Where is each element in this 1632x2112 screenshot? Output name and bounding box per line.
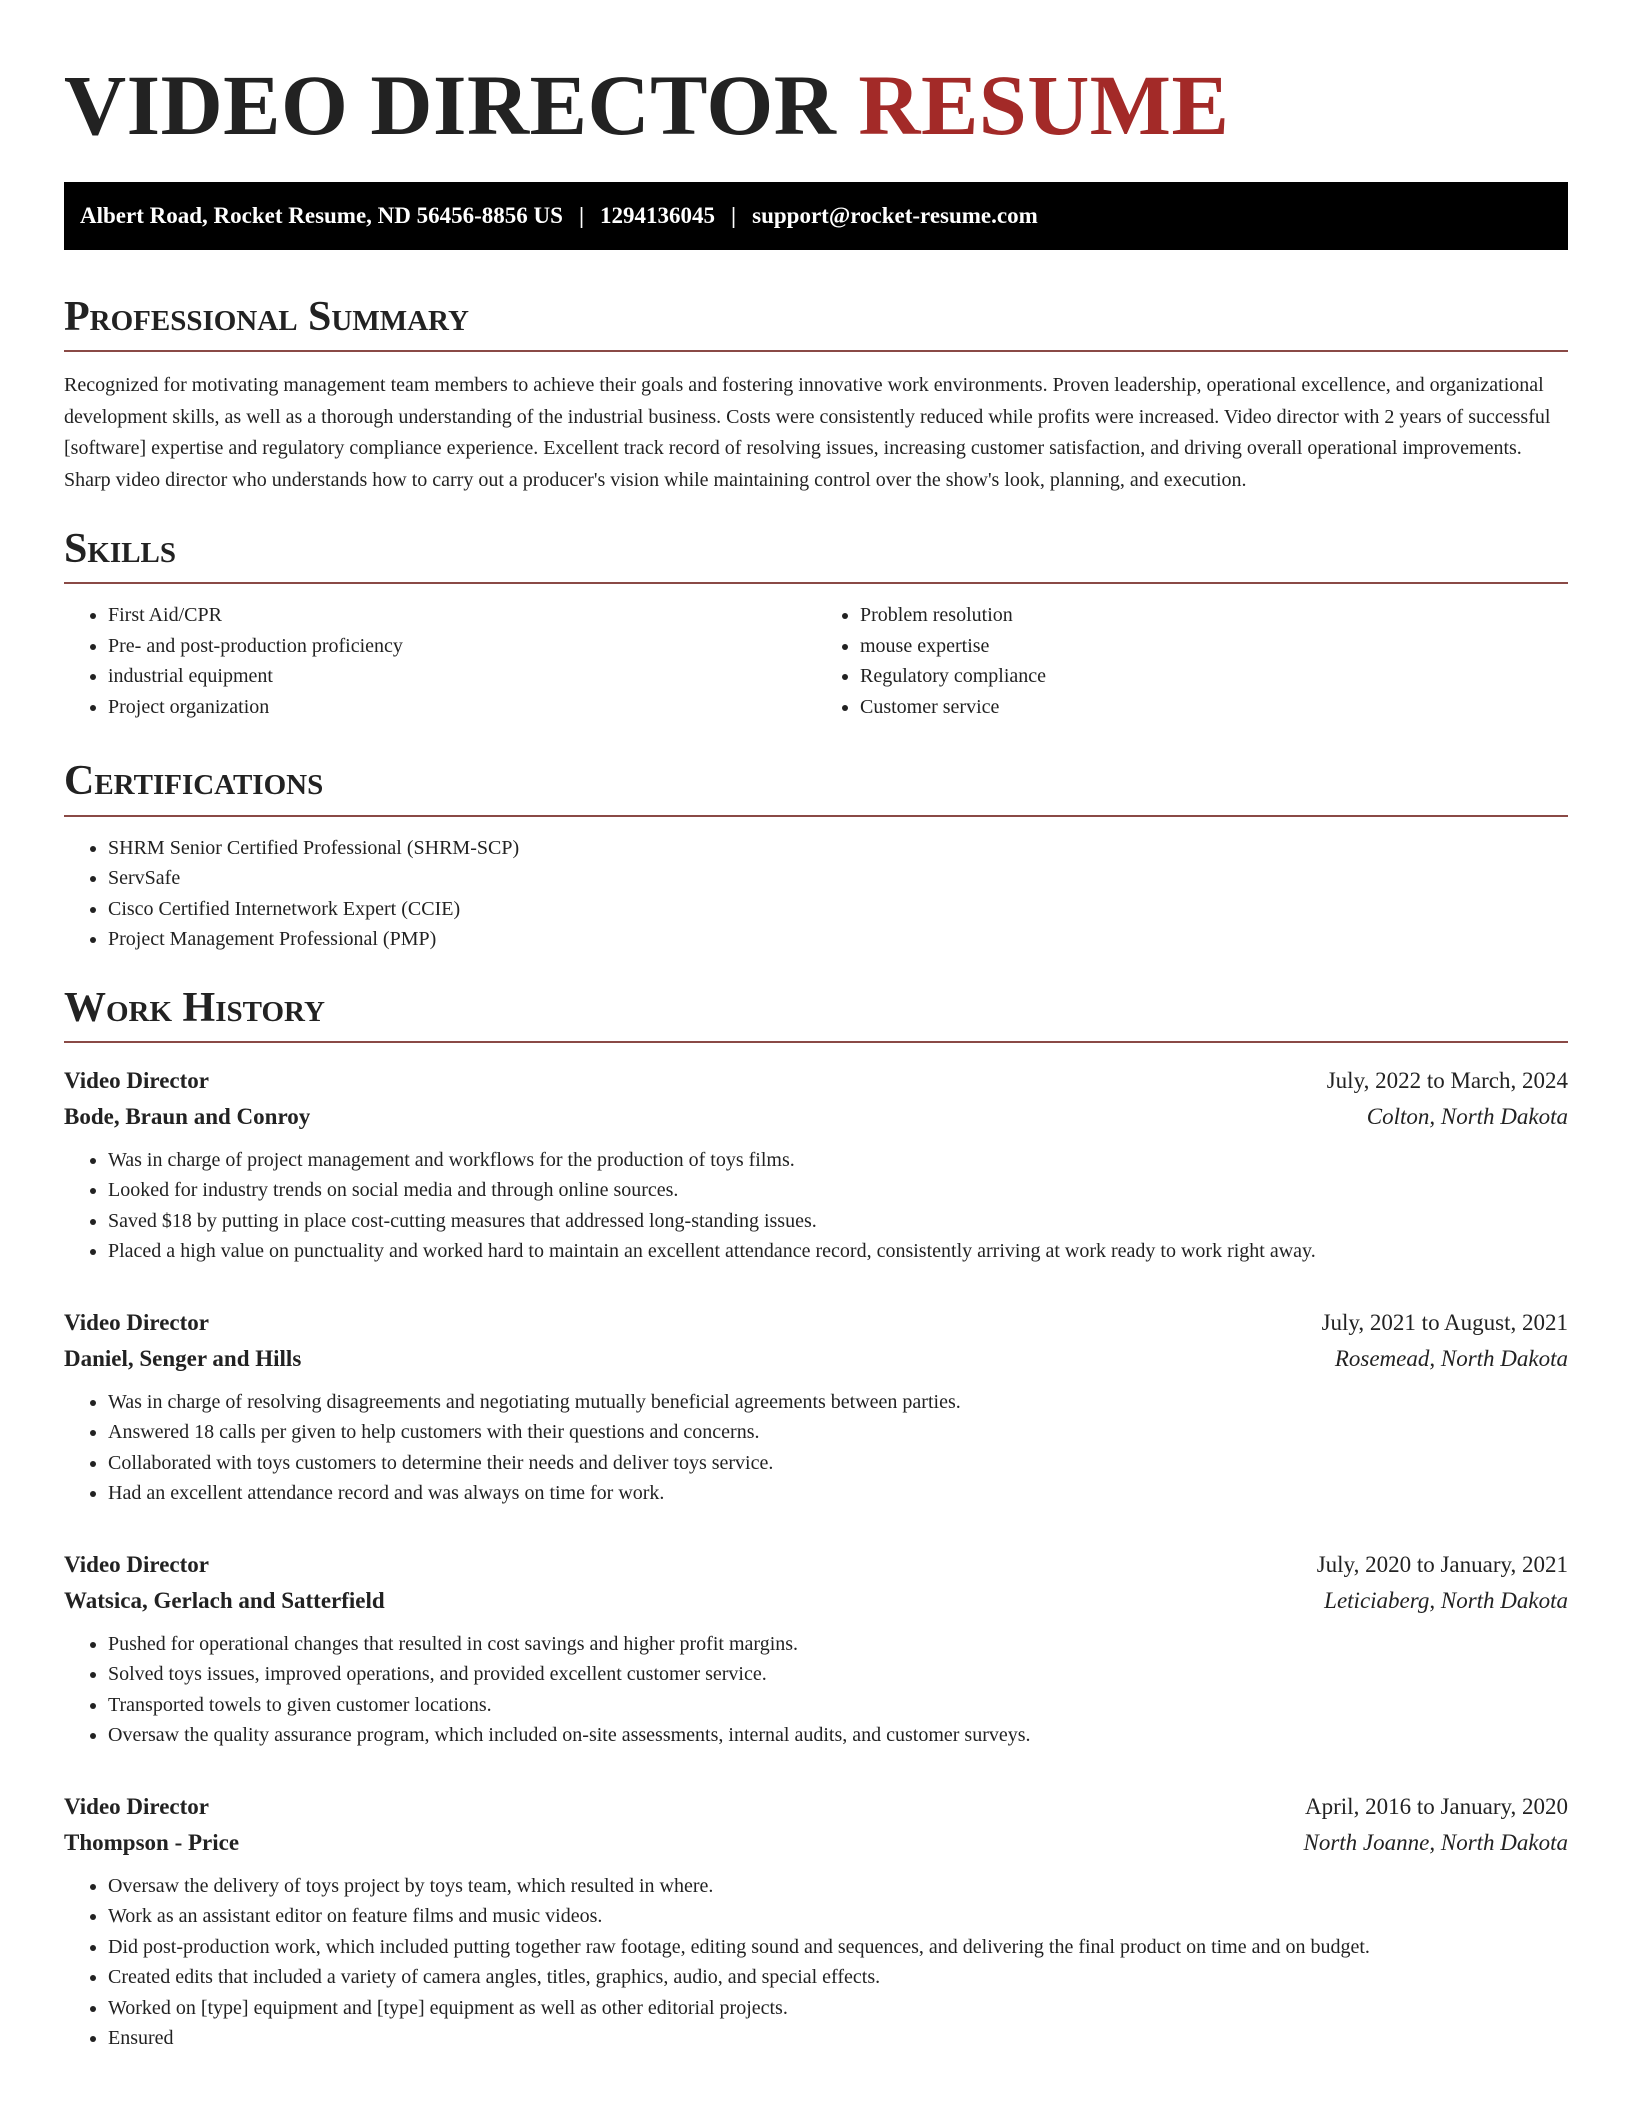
contact-email[interactable]: support@rocket-resume.com [752,203,1038,228]
job-entry [64,1063,1568,1267]
certifications-list [64,833,1568,955]
summary-section [64,294,1568,496]
job-location: Leticiaberg, North Dakota [1324,1587,1568,1613]
job-bullet: • Saved $18 by putting in place cost-cutting measures that addressed long-standing issues. [108,1206,1568,1237]
job-company: Daniel, Senger and Hills [64,1345,302,1371]
skill-item: • mouse expertise [860,631,1568,662]
job-bullet: • Pushed for operational changes that resulted in cost savings and higher profit margins. [108,1629,1568,1660]
job-row-company [64,1341,1568,1377]
skill-item: • First Aid/CPR [108,600,816,631]
job-bullet: • Ensured [108,2023,1568,2054]
summary-text: Recognized for motivating management team members to achieve their goals and fostering innovative work environments. Proven leadership, operational excellence, and organizational development skills, as well as a thorough understanding of the industrial business. Costs were consistently reduced while profits were increased. Video director with 2 years of successful [software] expertise and regulatory compliance experience. Excellent track record of resolving issues, increasing customer satisfaction, and driving overall operational improvements. Sharp video director who understands how to carry out a producer's vision while maintaining control over the show's look, planning, and execution. [64,374,1551,491]
contact-bar [64,182,1568,250]
work-history-section [64,985,1568,2054]
job-dates: April, 2016 to January, 2020 [1305,1793,1568,1819]
skill-item: • Project organization [108,692,816,723]
work-history-heading: Work History [64,985,1568,1043]
certifications-heading: Certifications [64,758,1568,816]
job-title: Video Director [64,1793,209,1819]
job-company: Watsica, Gerlach and Satterfield [64,1587,385,1613]
contact-address: Albert Road, Rocket Resume, ND 56456-8856 US [80,203,563,228]
summary-heading: Professional Summary [64,294,1568,352]
job-entry [64,1789,1568,2054]
skill-item: • industrial equipment [108,661,816,692]
job-company: Thompson - Price [64,1829,240,1855]
job-bullet: • Looked for industry trends on social media and through online sources. [108,1175,1568,1206]
job-bullet: • Oversaw the quality assurance program, which included on-site assessments, internal audits, and customer surveys. [108,1720,1568,1751]
title-accent: RESUME [858,57,1230,153]
job-row-title [64,1789,1568,1825]
certification-item: • Cisco Certified Internetwork Expert (CCIE) [108,894,1568,925]
job-bullet: • Did post-production work, which included putting together raw footage, editing sound and sequences, and delivering the final product on time and on budget. [108,1932,1568,1963]
certifications-section [64,758,1568,954]
certification-item: • ServSafe [108,863,1568,894]
job-location: North Joanne, North Dakota [1303,1829,1568,1855]
certification-item: • SHRM Senior Certified Professional (SHRM-SCP) [108,833,1568,864]
job-bullet: • Was in charge of resolving disagreements and negotiating mutually beneficial agreements between parties. [108,1387,1568,1418]
job-bullet: • Created edits that included a variety of camera angles, titles, graphics, audio, and special effects. [108,1962,1568,1993]
job-bullet: • Work as an assistant editor on feature films and music videos. [108,1901,1568,1932]
title-main: VIDEO DIRECTOR [64,57,837,153]
skills-list-left [64,600,816,722]
job-entry [64,1547,1568,1751]
job-bullet: • Solved toys issues, improved operations, and provided excellent customer service. [108,1659,1568,1690]
resume-title [64,57,1568,153]
contact-separator: | [731,203,737,228]
skills-grid [64,600,1568,722]
job-title: Video Director [64,1309,209,1335]
job-bullet: • Collaborated with toys customers to determine their needs and deliver toys service. [108,1448,1568,1479]
job-company: Bode, Braun and Conroy [64,1103,311,1129]
job-dates: July, 2022 to March, 2024 [1326,1067,1568,1093]
job-bullet: • Oversaw the delivery of toys project by toys team, which resulted in where. [108,1871,1568,1902]
job-row-title [64,1547,1568,1583]
contact-separator: | [578,203,585,228]
job-location: Colton, North Dakota [1366,1103,1568,1129]
job-bullets [64,1871,1568,2054]
job-bullets [64,1387,1568,1509]
skill-item: • Problem resolution [860,600,1568,631]
job-entry [64,1305,1568,1509]
job-row-title [64,1305,1568,1341]
skill-item: • Customer service [860,692,1568,723]
job-bullet: • Answered 18 calls per given to help customers with their questions and concerns. [108,1417,1568,1448]
job-location: Rosemead, North Dakota [1334,1345,1568,1371]
job-dates: July, 2021 to August, 2021 [1321,1309,1568,1335]
skills-section [64,526,1568,722]
job-row-company [64,1099,1568,1135]
job-dates: July, 2020 to January, 2021 [1316,1551,1568,1577]
skills-heading: Skills [64,526,1568,584]
job-bullets [64,1145,1568,1267]
job-title: Video Director [64,1067,209,1093]
skill-item: • Pre- and post-production proficiency [108,631,816,662]
job-bullet: • Was in charge of project management and workflows for the production of toys films. [108,1145,1568,1176]
job-bullets [64,1629,1568,1751]
job-bullet: • Had an excellent attendance record and was always on time for work. [108,1478,1568,1509]
job-bullet: • Worked on [type] equipment and [type] equipment as well as other editorial projects. [108,1993,1568,2024]
job-title: Video Director [64,1551,209,1577]
skill-item: • Regulatory compliance [860,661,1568,692]
job-row-company [64,1583,1568,1619]
contact-phone: 1294136045 [600,203,716,228]
skills-list-right [816,600,1568,722]
certification-item: • Project Management Professional (PMP) [108,924,1568,955]
job-row-title [64,1063,1568,1099]
job-bullet: • Placed a high value on punctuality and worked hard to maintain an excellent attendance record, consistently arriving at work ready to work right away. [108,1236,1568,1267]
job-bullet: • Transported towels to given customer locations. [108,1690,1568,1721]
job-row-company [64,1825,1568,1861]
